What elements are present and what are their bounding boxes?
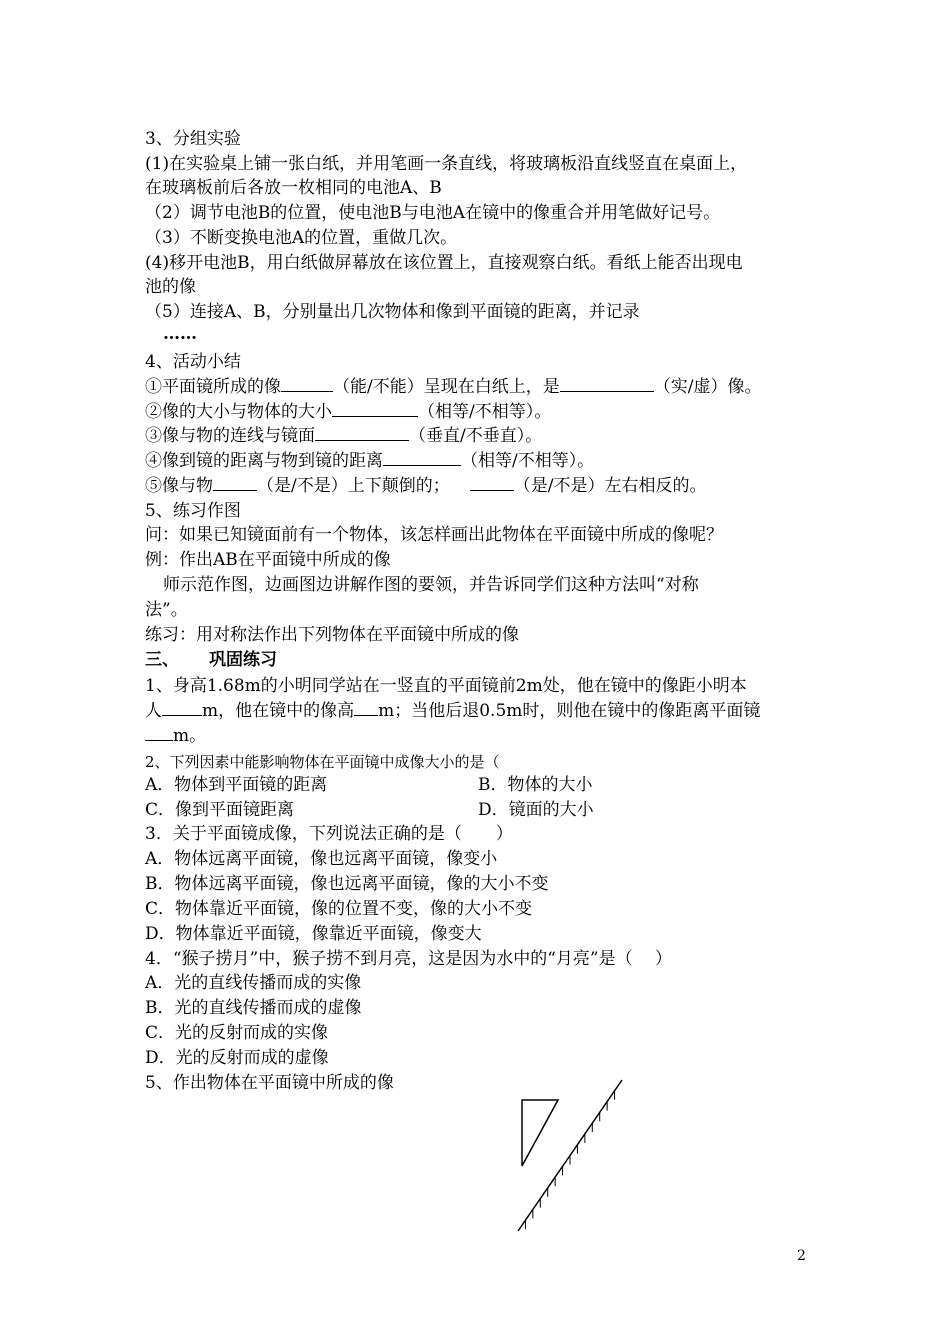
q1-text-1: 人 bbox=[145, 701, 162, 721]
fill-blank[interactable] bbox=[470, 474, 514, 491]
section3-step3: （3）不断变换电池A的位置，重做几次。 bbox=[145, 228, 458, 248]
part3-number: 三、 bbox=[145, 650, 179, 670]
section3-step4-line1: (4)移开电池B，用白纸做屏幕放在该位置上，直接观察白纸。看纸上能否出现电 bbox=[145, 253, 743, 273]
summary-1-text-c: （实/虚）像。 bbox=[653, 377, 762, 397]
section5-teacher-line1: 师示范作图，边画图边讲解作图的要领，并告诉同学们这种方法叫“对称 bbox=[163, 575, 699, 595]
summary-3-text-b: （垂直/不垂直）。 bbox=[409, 426, 543, 446]
summary-2-text-b: （相等/不相等）。 bbox=[418, 402, 552, 422]
fill-blank[interactable] bbox=[560, 375, 654, 392]
fill-blank[interactable] bbox=[162, 699, 202, 716]
page-number: 2 bbox=[797, 1248, 806, 1264]
q3-option-d[interactable]: D．物体靠近平面镜，像靠近平面镜，像变大 bbox=[145, 924, 482, 944]
q5-stem: 5、作出物体在平面镜中所成的像 bbox=[145, 1073, 394, 1093]
fill-blank[interactable] bbox=[315, 424, 409, 441]
q3-stem: 3．关于平面镜成像，下列说法正确的是（ ） bbox=[145, 824, 513, 844]
mirror-diagram bbox=[510, 1076, 630, 1236]
q2-option-a[interactable]: A．物体到平面镜的距离 bbox=[145, 775, 328, 795]
summary-item-4 bbox=[145, 449, 594, 473]
fill-blank[interactable] bbox=[354, 699, 378, 716]
section4-title: 4、活动小结 bbox=[145, 352, 241, 372]
fill-blank[interactable] bbox=[332, 400, 418, 417]
q4-option-c[interactable]: C．光的反射而成的实像 bbox=[145, 1023, 329, 1043]
part3-title: 巩固练习 bbox=[209, 650, 277, 670]
summary-4-text-a: ④像到镜的距离与物到镜的距离 bbox=[145, 451, 383, 471]
q1-text-3: m；当他后退0.5m时，则他在镜中的像距离平面镜 bbox=[378, 701, 761, 721]
summary-5-text-c: （是/不是）左右相反的。 bbox=[513, 476, 707, 496]
fill-blank[interactable] bbox=[383, 449, 461, 466]
q1-text-2: m，他在镜中的像高 bbox=[202, 701, 355, 721]
summary-5-text-b: （是/不是）上下颠倒的； bbox=[257, 476, 450, 496]
mirror-hatching bbox=[525, 1091, 614, 1229]
q4-stem: 4．“猴子捞月”中，猴子捞不到月亮，这是因为水中的“月亮”是（ ） bbox=[145, 949, 672, 969]
part3-heading bbox=[145, 648, 277, 672]
q4-option-d[interactable]: D．光的反射而成的虚像 bbox=[145, 1048, 329, 1068]
section3-ellipsis: …… bbox=[163, 324, 197, 344]
section3-step5: （5）连接A、B，分别量出几次物体和像到平面镜的距离，并记录 bbox=[145, 302, 640, 322]
summary-1-text-a: ①平面镜所成的像 bbox=[145, 377, 281, 397]
q3-option-c[interactable]: C．物体靠近平面镜，像的位置不变，像的大小不变 bbox=[145, 899, 533, 919]
section5-example: 例：作出AB在平面镜中所成的像 bbox=[145, 550, 391, 570]
fill-blank[interactable] bbox=[145, 724, 173, 741]
q2-option-c[interactable]: C．像到平面镜距离 bbox=[145, 800, 295, 820]
section3-step1-line2: 在玻璃板前后各放一枚相同的电池A、B bbox=[145, 178, 442, 198]
q2-stem: 2、下列因素中能影响物体在平面镜中成像大小的是（ bbox=[145, 753, 500, 771]
q1-text-4: m。 bbox=[173, 726, 207, 746]
q2-option-d[interactable]: D．镜面的大小 bbox=[478, 800, 594, 820]
q4-option-a[interactable]: A．光的直线传播而成的实像 bbox=[145, 973, 362, 993]
section5-title: 5、练习作图 bbox=[145, 501, 241, 521]
summary-5-text-a: ⑤像与物 bbox=[145, 476, 213, 496]
q2-option-b[interactable]: B．物体的大小 bbox=[478, 775, 593, 795]
q2-options-row2 bbox=[145, 798, 785, 822]
fill-blank[interactable] bbox=[213, 474, 257, 491]
summary-item-5 bbox=[145, 474, 706, 498]
section5-teacher-line2: 法”。 bbox=[145, 600, 188, 620]
summary-item-1 bbox=[145, 375, 761, 399]
section3-title: 3、分组实验 bbox=[145, 129, 241, 149]
q1-line3 bbox=[145, 724, 206, 748]
section3-step1-line1: (1)在实验桌上铺一张白纸，并用笔画一条直线，将玻璃板沿直线竖直在桌面上， bbox=[145, 154, 748, 174]
summary-item-3 bbox=[145, 424, 542, 448]
section5-question: 问：如果已知镜面前有一个物体，该怎样画出此物体在平面镜中所成的像呢？ bbox=[145, 525, 723, 545]
section3-step2: （2）调节电池B的位置，使电池B与电池A在镜中的像重合并用笔做好记号。 bbox=[145, 203, 721, 223]
q1-line1: 1、身高1.68m的小明同学站在一竖直的平面镜前2m处，他在镜中的像距小明本 bbox=[145, 676, 747, 696]
q2-options-row1 bbox=[145, 773, 785, 797]
q1-line2 bbox=[145, 699, 760, 723]
summary-1-text-b: （能/不能）呈现在白纸上，是 bbox=[333, 377, 560, 397]
summary-4-text-b: （相等/不相等）。 bbox=[461, 451, 595, 471]
q3-option-a[interactable]: A．物体远离平面镜，像也远离平面镜，像变小 bbox=[145, 849, 498, 869]
fill-blank[interactable] bbox=[281, 375, 333, 392]
summary-2-text-a: ②像的大小与物体的大小 bbox=[145, 402, 332, 422]
q3-option-b[interactable]: B．物体远离平面镜，像也远离平面镜，像的大小不变 bbox=[145, 874, 549, 894]
object-triangle bbox=[522, 1100, 558, 1166]
summary-item-2 bbox=[145, 400, 551, 424]
section5-practice: 练习：用对称法作出下列物体在平面镜中所成的像 bbox=[145, 625, 519, 645]
section3-step4-line2: 池的像 bbox=[145, 277, 196, 297]
q4-option-b[interactable]: B．光的直线传播而成的虚像 bbox=[145, 998, 362, 1018]
summary-3-text-a: ③像与物的连线与镜面 bbox=[145, 426, 315, 446]
